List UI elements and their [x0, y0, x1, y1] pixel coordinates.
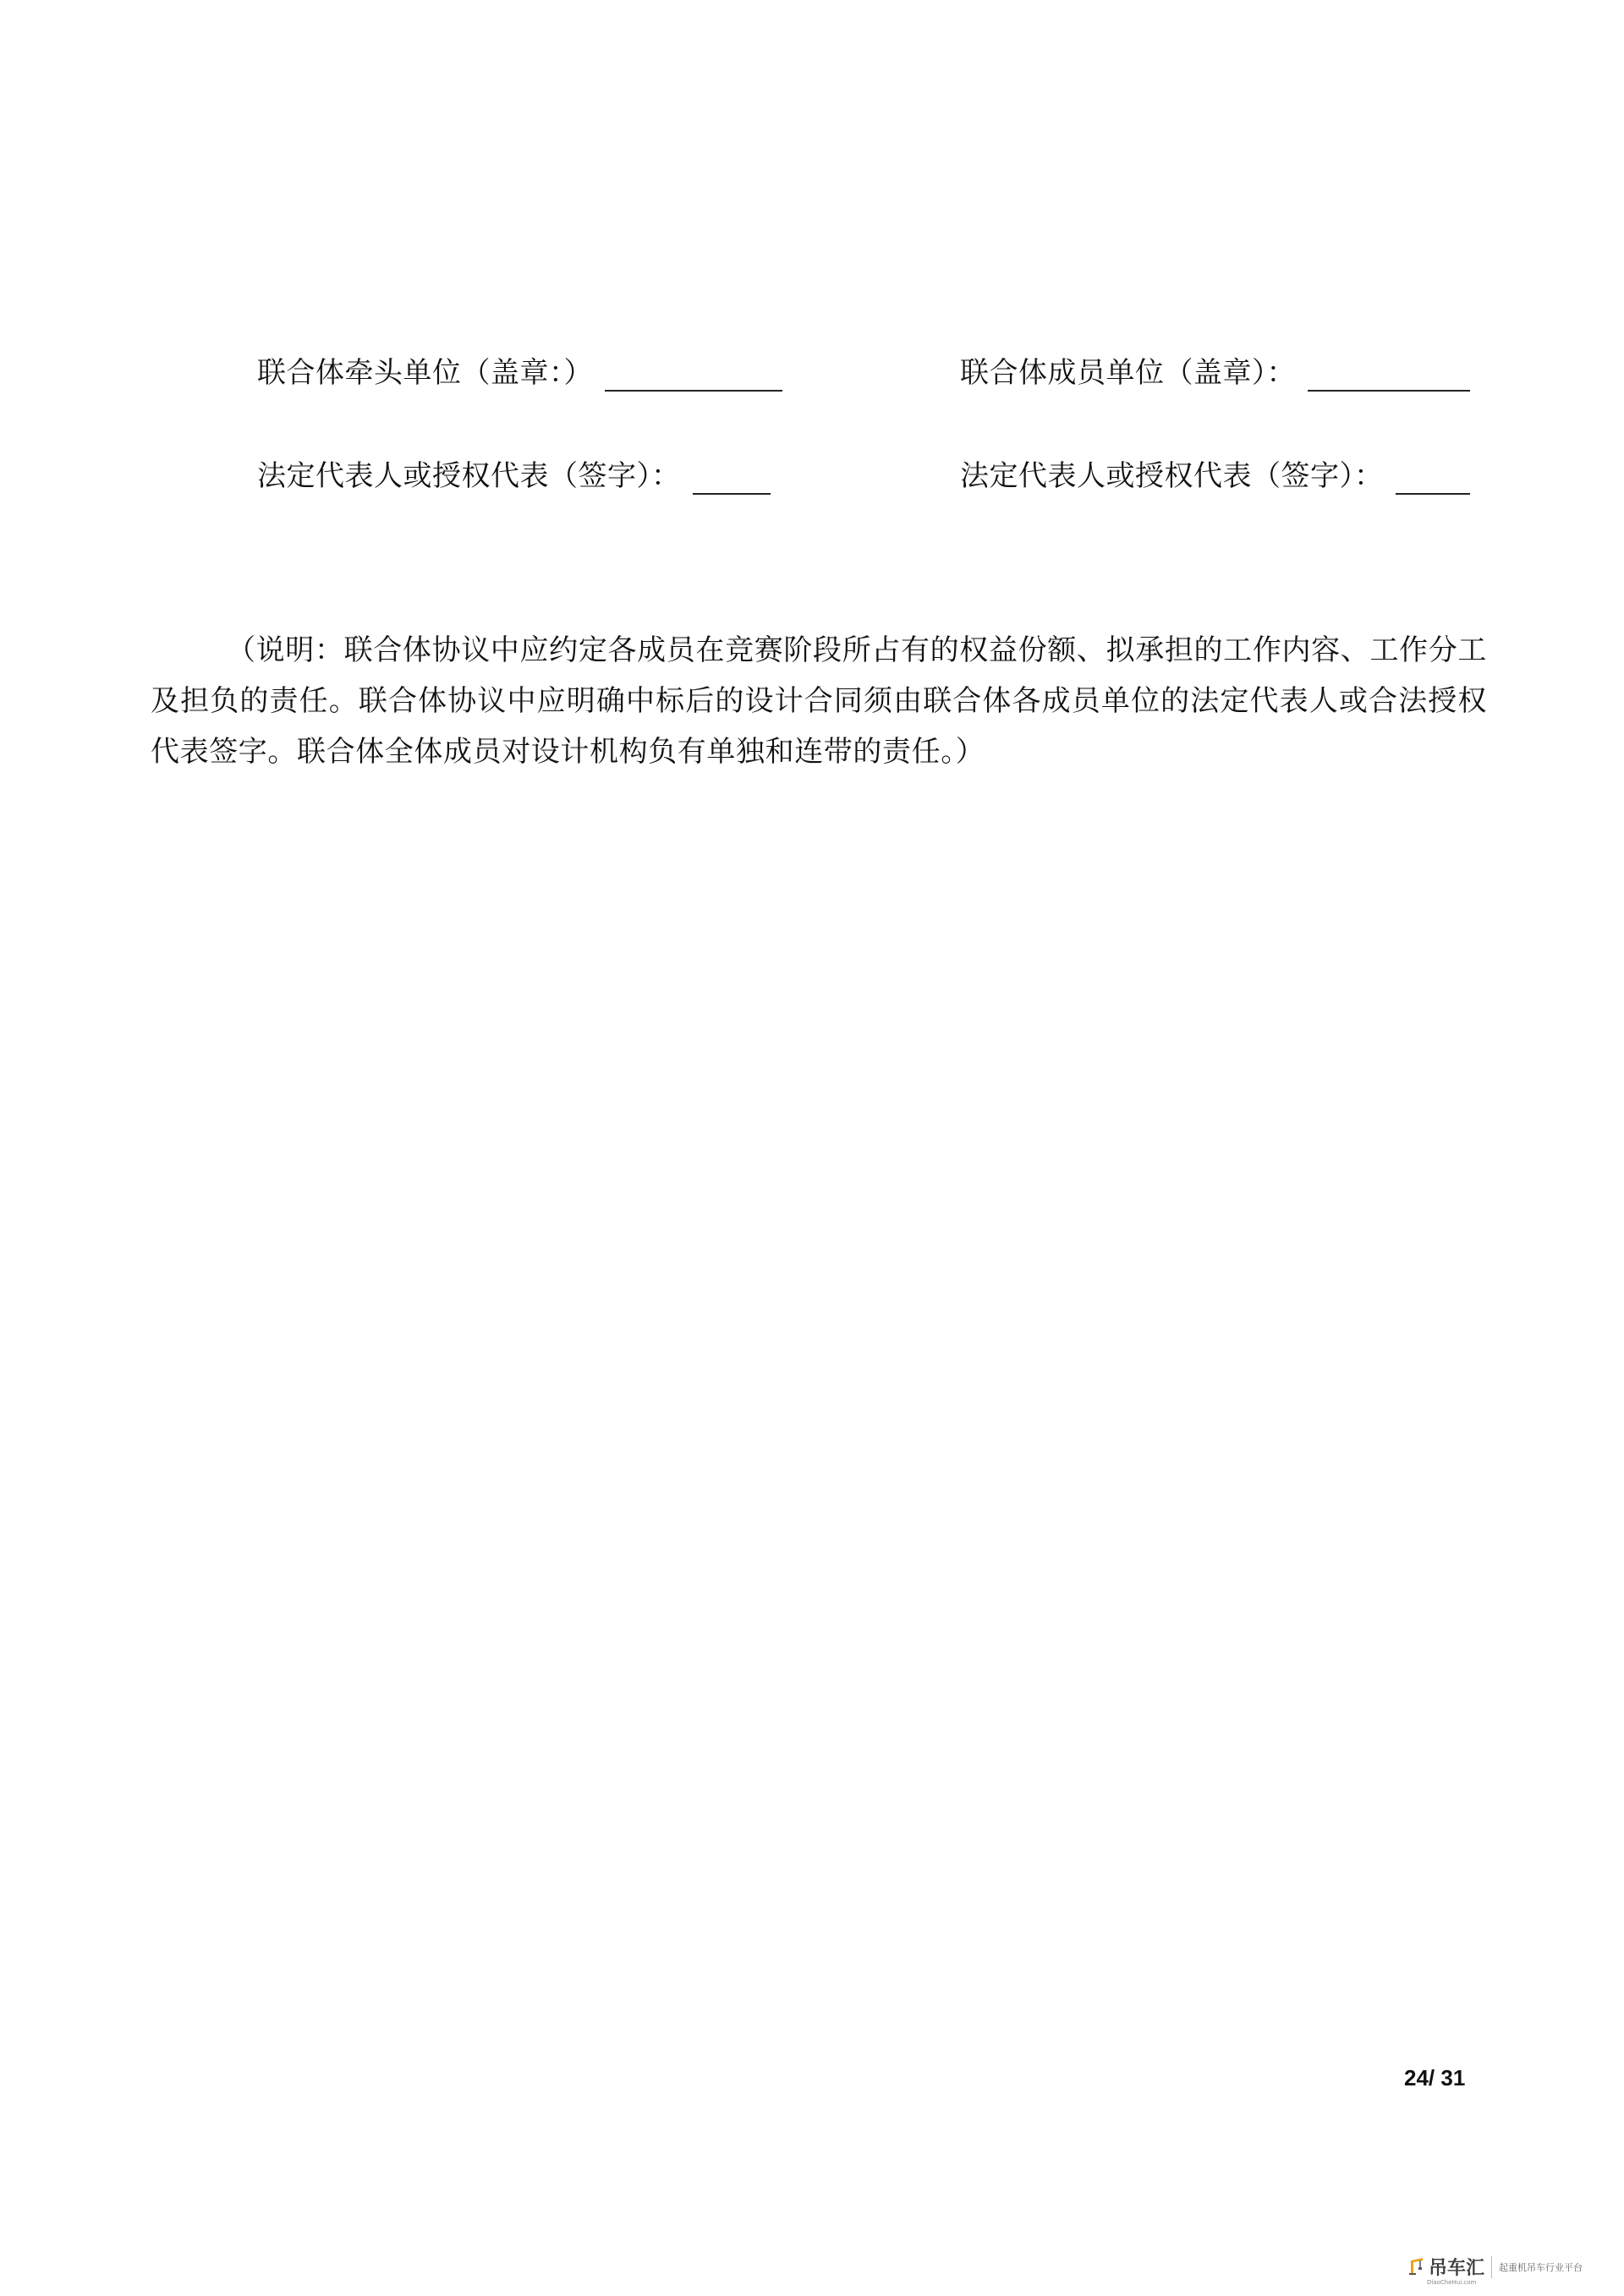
- note-paragraph: （说明：联合体协议中应约定各成员在竞赛阶段所占有的权益份额、拟承担的工作内容、工作分工及担负的责任。联合体协议中应明确中标后的设计合同须由联合体各成员单位的法定代表人或合法授权代表签字。联合体全体成员对设计机构负有单独和连带的责任。）: [151, 633, 1487, 769]
- member-seal-label: 联合体成员单位（盖章）：: [960, 356, 1296, 390]
- representative-row: [0, 444, 1624, 495]
- lead-rep-blank: [693, 459, 771, 495]
- lead-seal-field: [257, 341, 782, 392]
- seal-row: [0, 341, 1624, 392]
- lead-rep-label: 法定代表人或授权代表（签字）：: [257, 459, 681, 493]
- member-rep-field: [960, 444, 1470, 495]
- member-rep-label: 法定代表人或授权代表（签字）：: [960, 459, 1384, 493]
- watermark-logo: [1408, 2254, 1485, 2286]
- crane-icon: [1408, 2255, 1425, 2279]
- member-seal-field: [960, 341, 1470, 392]
- watermark-brand: 吊车汇: [1429, 2258, 1485, 2279]
- member-rep-blank: [1396, 459, 1470, 495]
- member-seal-blank: [1308, 356, 1470, 392]
- site-watermark: [1408, 2254, 1583, 2286]
- watermark-tagline: 起重机吊车行业平台: [1499, 2261, 1583, 2273]
- lead-seal-blank: [605, 356, 782, 392]
- lead-rep-field: [257, 444, 771, 495]
- page-number: 24/ 31: [1404, 2065, 1466, 2091]
- watermark-domain: DiaoCheHui.com: [1427, 2279, 1477, 2286]
- lead-seal-label: 联合体牵头单位（盖章：）: [257, 356, 593, 390]
- watermark-divider: [1491, 2256, 1492, 2278]
